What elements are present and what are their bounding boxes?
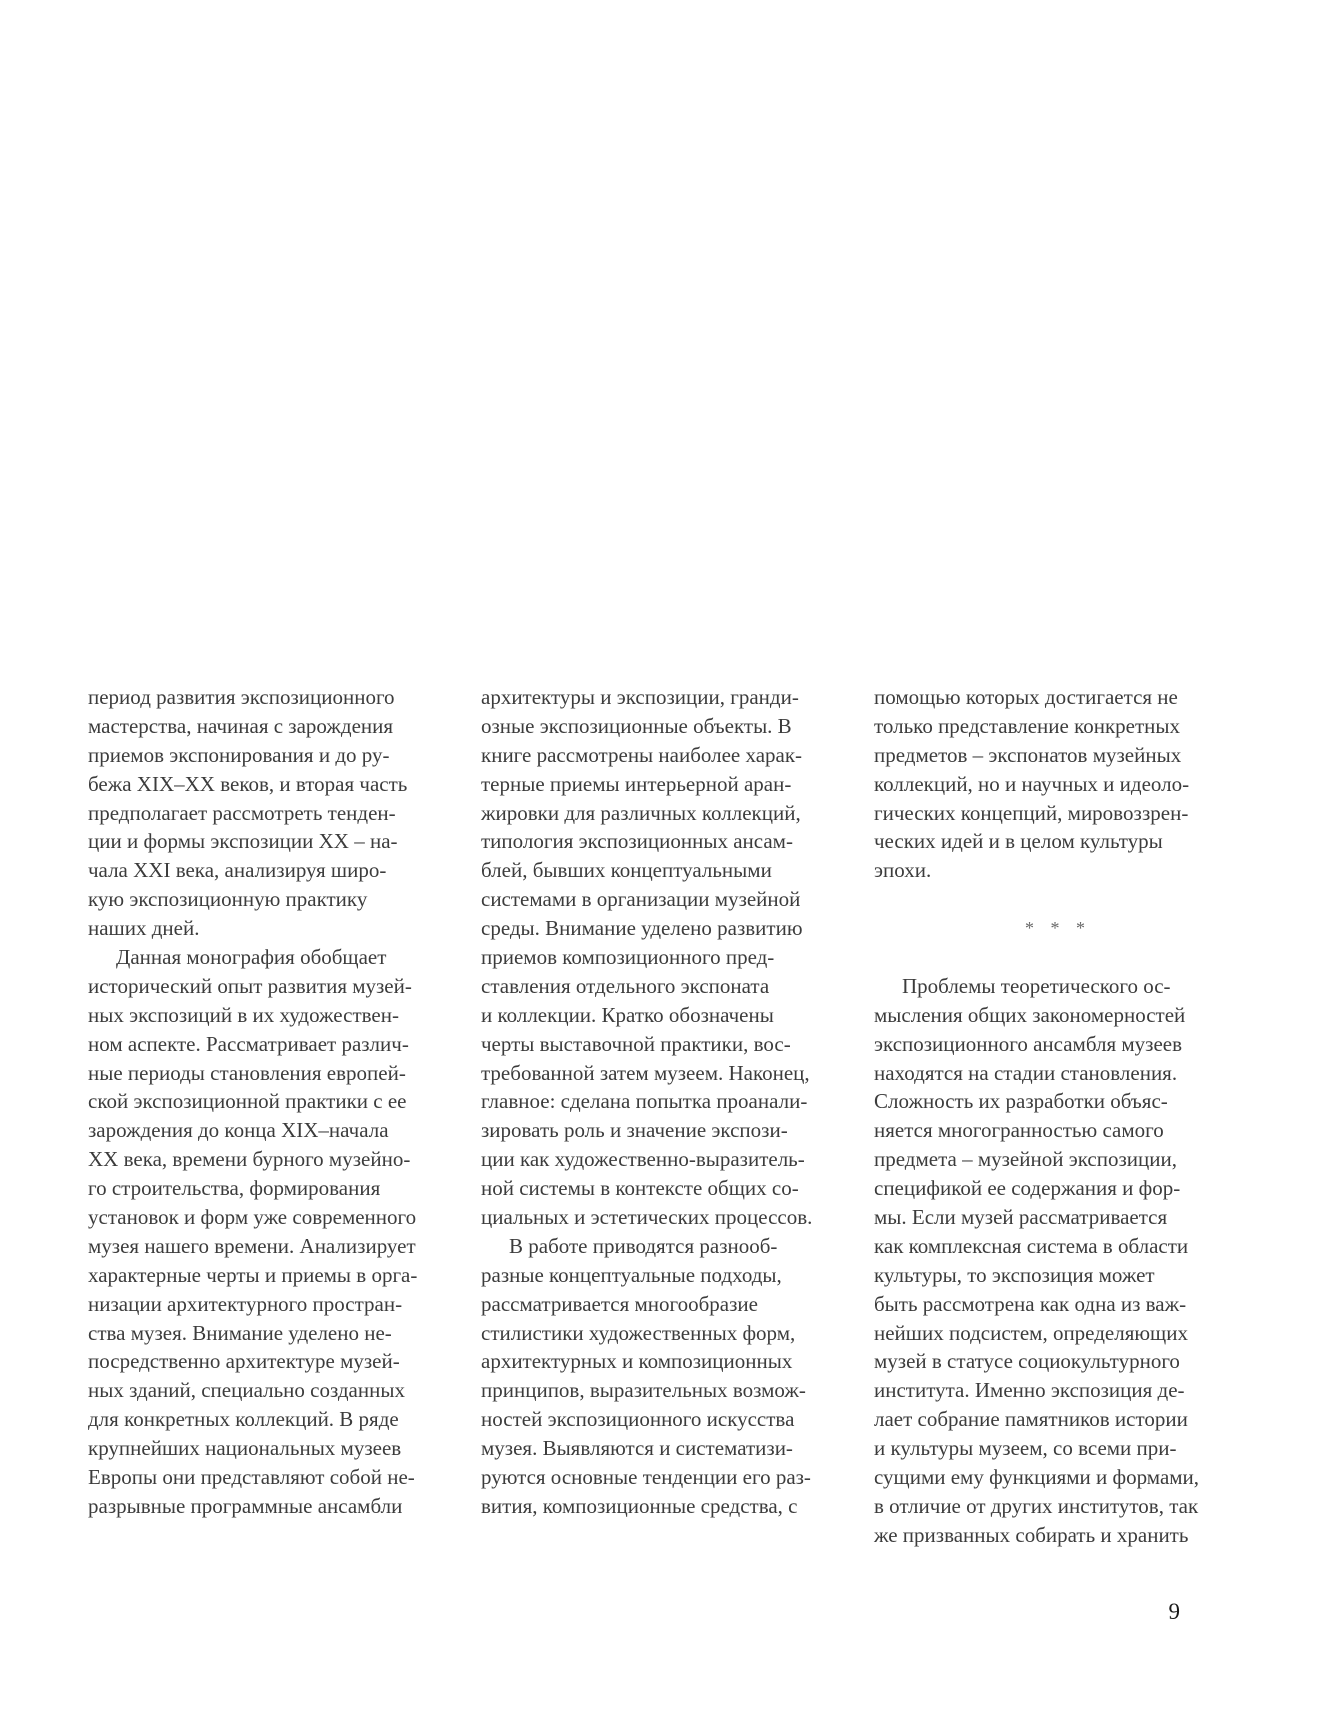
- paragraph-first-line: Данная монография обобщает: [116, 945, 387, 970]
- text-line: ции как художественно-выразитель-: [481, 1147, 805, 1172]
- text-line: среды. Внимание уделено развитию: [481, 916, 803, 941]
- paragraph-first-line: Проблемы теоретического ос-: [902, 973, 1171, 998]
- text-line: архитектуры и экспозиции, гранди-: [481, 685, 799, 709]
- text-line: лает собрание памятников истории: [874, 1407, 1188, 1432]
- text-line: Сложность их разработки объяс-: [874, 1089, 1168, 1114]
- text-line: принципов, выразительных возмож-: [481, 1378, 806, 1403]
- text-line: архитектурных и композиционных: [481, 1349, 793, 1374]
- text-line: музей в статусе социокультурного: [874, 1349, 1180, 1374]
- text-line: разные концептуальные подходы,: [481, 1262, 782, 1287]
- text-line: ных зданий, специально созданных: [88, 1378, 405, 1403]
- text-line: требованной затем музеем. Наконец,: [481, 1060, 810, 1085]
- text-line: в отличие от других институтов, так: [874, 1493, 1199, 1518]
- text-line: музея. Выявляются и систематизи-: [481, 1436, 793, 1461]
- text-line: ной системы в контексте общих со-: [481, 1176, 799, 1201]
- text-line: типология экспозиционных ансам-: [481, 829, 793, 854]
- text-line: жировки для различных коллекций,: [481, 800, 801, 825]
- text-line: мы. Если музей рассматривается: [874, 1205, 1168, 1230]
- text-line: ской экспозиционной практики с ее: [88, 1089, 407, 1114]
- text-line: приемов композиционного пред-: [481, 945, 775, 970]
- text-line: наших дней.: [88, 916, 200, 941]
- text-line: и культуры музеем, со всеми при-: [874, 1436, 1177, 1461]
- text-line: разрывные программные ансамбли: [88, 1493, 403, 1518]
- paragraph-first-line: В работе приводятся разнооб-: [509, 1233, 778, 1258]
- text-line: ностей экспозиционного искусства: [481, 1407, 795, 1432]
- text-line: ные периоды становления европей-: [88, 1060, 406, 1085]
- text-line: терные приемы интерьерной аран-: [481, 771, 792, 796]
- text-line: чала XXI века, анализируя широ-: [88, 858, 387, 883]
- text-line: XX века, времени бурного музейно-: [88, 1147, 411, 1172]
- text-line: период развития экспозиционного: [88, 685, 395, 709]
- text-line: системами в организации музейной: [481, 887, 801, 912]
- text-line: ства музея. Внимание уделено не-: [88, 1320, 392, 1345]
- text-line: кую экспозиционную практику: [88, 887, 368, 912]
- section-separator: * * *: [1025, 918, 1091, 939]
- text-line: нейших подсистем, определяющих: [874, 1320, 1188, 1345]
- text-line: гических концепций, мировоззрен-: [874, 800, 1189, 825]
- text-line: крупнейших национальных музеев: [88, 1436, 402, 1461]
- text-line: низации архитектурного простран-: [88, 1291, 403, 1316]
- text-line: экспозиционного ансамбля музеев: [874, 1031, 1183, 1056]
- text-line: предметов – экспонатов музейных: [874, 742, 1182, 767]
- text-line: рассматривается многообразие: [481, 1291, 758, 1316]
- text-line: спецификой ее содержания и фор-: [874, 1176, 1181, 1201]
- text-line: сущими ему функциями и формами,: [874, 1465, 1200, 1490]
- text-line: эпохи.: [874, 858, 932, 883]
- text-line: ческих идей и в целом культуры: [874, 829, 1163, 854]
- text-line: и коллекции. Кратко обозначены: [481, 1002, 774, 1027]
- text-line: же призванных собирать и хранить: [874, 1522, 1189, 1547]
- text-line: книге рассмотрены наиболее харак-: [481, 742, 803, 767]
- text-line: установок и форм уже современного: [88, 1205, 417, 1230]
- text-line: няется многогранностью самого: [874, 1118, 1164, 1143]
- text-line: мастерства, начиная с зарождения: [88, 713, 394, 738]
- text-line: коллекций, но и научных и идеоло-: [874, 771, 1190, 796]
- text-line: Европы они представляют собой не-: [88, 1465, 415, 1490]
- text-column-2: [481, 683, 852, 1521]
- text-line: предмета – музейной экспозиции,: [874, 1147, 1177, 1172]
- text-line: для конкретных коллекций. В ряде: [88, 1407, 399, 1432]
- text-line: приемов экспонирования и до ру-: [88, 742, 390, 767]
- text-line: ставления отдельного экспоната: [481, 973, 770, 998]
- page-number: 9: [1168, 1599, 1180, 1624]
- text-line: характерные черты и приемы в орга-: [88, 1262, 418, 1287]
- spacer: [874, 885, 1242, 914]
- text-line: вития, композиционные средства, с: [481, 1493, 798, 1518]
- text-line: черты выставочной практики, вос-: [481, 1031, 791, 1056]
- text-line: как комплексная система в области: [874, 1233, 1189, 1258]
- text-line: озные экспозиционные объекты. В: [481, 713, 792, 738]
- text-line: предполагает рассмотреть тенден-: [88, 800, 396, 825]
- text-line: зировать роль и значение экспози-: [481, 1118, 788, 1143]
- text-line: стилистики художественных форм,: [481, 1320, 796, 1345]
- text-line: находятся на стадии становления.: [874, 1060, 1178, 1085]
- text-line: руются основные тенденции его раз-: [481, 1465, 811, 1490]
- text-line: го строительства, формирования: [88, 1176, 381, 1201]
- text-line: главное: сделана попытка проанали-: [481, 1089, 808, 1114]
- text-line: института. Именно экспозиция де-: [874, 1378, 1185, 1403]
- text-line: зарождения до конца XIX–начала: [88, 1118, 389, 1143]
- text-line: быть рассмотрена как одна из важ-: [874, 1291, 1187, 1316]
- text-line: посредственно архитектуре музей-: [88, 1349, 400, 1374]
- text-line: мысления общих закономерностей: [874, 1002, 1186, 1027]
- text-column-1: [88, 683, 460, 1521]
- text-line: помощью которых достигается не: [874, 685, 1178, 709]
- text-line: культуры, то экспозиция может: [874, 1262, 1155, 1287]
- text-line: циальных и эстетических процессов.: [481, 1205, 813, 1230]
- text-line: только представление конкретных: [874, 713, 1181, 738]
- text-line: ном аспекте. Рассматривает различ-: [88, 1031, 409, 1056]
- text-line: бежа XIX–XX веков, и вторая часть: [88, 771, 408, 796]
- text-line: музея нашего времени. Анализирует: [88, 1233, 416, 1258]
- text-line: блей, бывших концептуальными: [481, 858, 772, 883]
- text-column-3: [874, 683, 1242, 1550]
- text-line: ции и формы экспозиции XX – на-: [88, 829, 398, 854]
- text-line: ных экспозиций в их художествен-: [88, 1002, 399, 1027]
- spacer: [874, 943, 1242, 972]
- text-line: исторический опыт развития музей-: [88, 973, 412, 998]
